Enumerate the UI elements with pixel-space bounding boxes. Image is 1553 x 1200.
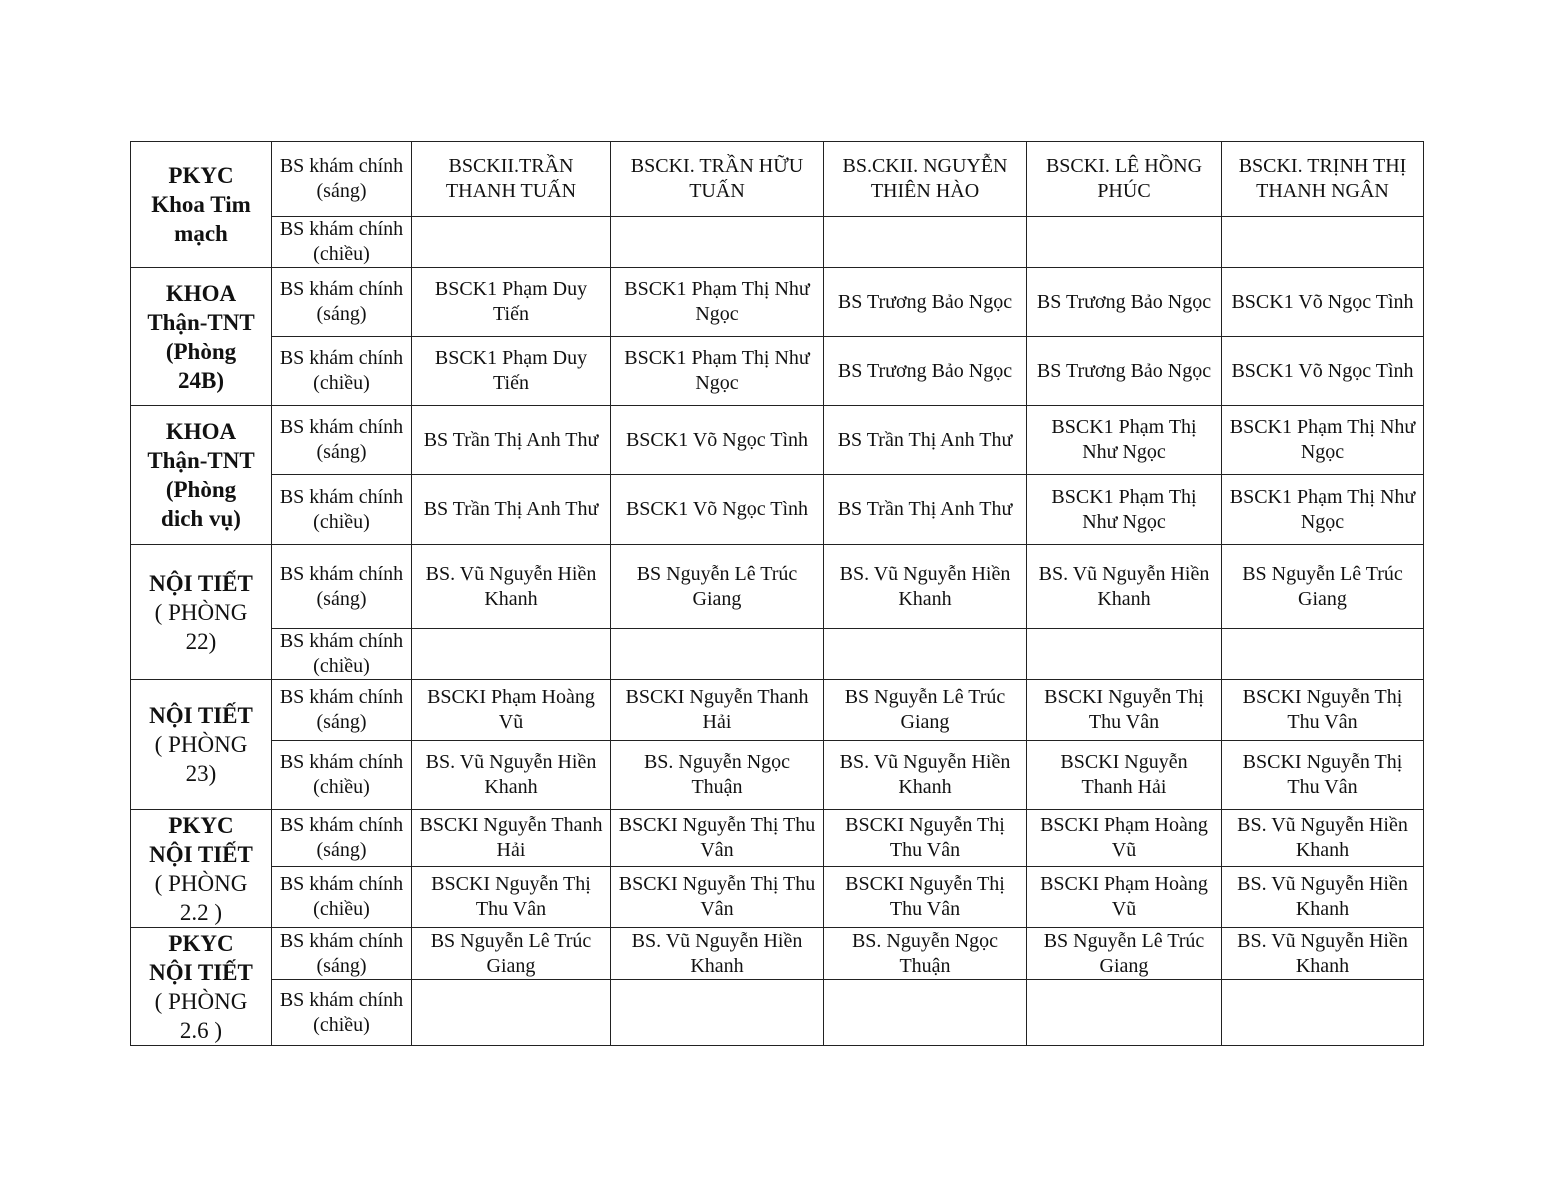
department-label-line: ( PHÒNG	[154, 870, 248, 896]
department-cell	[131, 406, 272, 545]
doctor-cell: BSCKI Nguyễn Thị Thu Vân	[1222, 680, 1424, 741]
doctor-cell: BS.CKII. NGUYỄN THIÊN HÀO	[824, 142, 1027, 217]
doctor-cell	[611, 217, 824, 268]
doctor-cell	[1027, 980, 1222, 1046]
department-label-line: NỘI TIẾT	[149, 570, 253, 596]
shift-cell: BS khám chính (chiều)	[272, 337, 412, 406]
doctor-cell: BS. Nguyễn Ngọc Thuận	[824, 928, 1027, 980]
shift-cell: BS khám chính (sáng)	[272, 928, 412, 980]
doctor-cell: BSCKI Nguyễn Thị Thu Vân	[412, 867, 611, 928]
doctor-cell: BSCK1 Phạm Thị Như Ngọc	[1027, 475, 1222, 545]
department-label-line: NỘI TIẾT	[149, 703, 253, 728]
doctor-cell: BSCK1 Phạm Thị Như Ngọc	[611, 268, 824, 337]
department-cell	[131, 545, 272, 680]
department-label-line: 24B)	[178, 367, 224, 393]
doctor-cell: BSCKI Phạm Hoàng Vũ	[1027, 810, 1222, 867]
table-row	[131, 680, 1424, 741]
doctor-cell: BSCKI Nguyễn Thị Thu Vân	[1222, 741, 1424, 810]
doctor-cell: BSCKI Phạm Hoàng Vũ	[1027, 867, 1222, 928]
doctor-cell: BSCK1 Phạm Duy Tiến	[412, 268, 611, 337]
doctor-cell: BSCKI Phạm Hoàng Vũ	[412, 680, 611, 741]
doctor-cell: BS Trương Bảo Ngọc	[1027, 268, 1222, 337]
department-label-line: ( PHÒNG	[154, 732, 248, 757]
department-label-line: 2.6 )	[179, 1017, 223, 1043]
doctor-cell: BSCK1 Phạm Thị Như Ngọc	[611, 337, 824, 406]
doctor-cell	[1222, 629, 1424, 680]
doctor-cell: BS. Vũ Nguyễn Hiền Khanh	[824, 545, 1027, 629]
department-cell	[131, 810, 272, 928]
doctor-cell: BS. Vũ Nguyễn Hiền Khanh	[412, 545, 611, 629]
table-row	[131, 217, 1424, 268]
department-label-line: NỘI TIẾT	[149, 841, 253, 867]
doctor-cell: BSCKI Nguyễn Thị Thu Vân	[611, 867, 824, 928]
table-row	[131, 545, 1424, 629]
shift-cell: BS khám chính (sáng)	[272, 142, 412, 217]
doctor-cell: BSCK1 Võ Ngọc Tình	[1222, 268, 1424, 337]
table-row	[131, 867, 1424, 928]
schedule-table	[130, 141, 1424, 1046]
shift-cell: BS khám chính (sáng)	[272, 810, 412, 867]
table-row	[131, 980, 1424, 1046]
doctor-cell: BS. Vũ Nguyễn Hiền Khanh	[824, 741, 1027, 810]
department-label-line: NỘI TIẾT	[149, 959, 253, 985]
doctor-cell: BSCKI Nguyễn Thị Thu Vân	[824, 867, 1027, 928]
shift-cell: BS khám chính (sáng)	[272, 680, 412, 741]
doctor-cell: BS Trương Bảo Ngọc	[1027, 337, 1222, 406]
doctor-cell: BS. Vũ Nguyễn Hiền Khanh	[1222, 810, 1424, 867]
doctor-cell: BSCKI Nguyễn Thanh Hải	[412, 810, 611, 867]
doctor-cell: BSCK1 Phạm Thị Như Ngọc	[1222, 406, 1424, 475]
schedule-body	[131, 142, 1424, 1046]
shift-cell: BS khám chính (chiều)	[272, 741, 412, 810]
doctor-cell	[611, 629, 824, 680]
doctor-cell	[412, 217, 611, 268]
department-label-line: PKYC	[168, 812, 234, 838]
department-label-line: mạch	[174, 221, 228, 246]
doctor-cell: BS Trương Bảo Ngọc	[824, 268, 1027, 337]
department-label-line: 2.2 )	[179, 899, 223, 925]
table-row	[131, 142, 1424, 217]
doctor-cell: BS. Vũ Nguyễn Hiền Khanh	[1222, 928, 1424, 980]
doctor-cell: BS Nguyễn Lê Trúc Giang	[1027, 928, 1222, 980]
doctor-cell: BSCKI. TRẦN HỮU TUẤN	[611, 142, 824, 217]
doctor-cell: BSCKI. LÊ HỒNG PHÚC	[1027, 142, 1222, 217]
doctor-cell: BS. Vũ Nguyễn Hiền Khanh	[412, 741, 611, 810]
doctor-cell	[611, 980, 824, 1046]
shift-cell: BS khám chính (chiều)	[272, 629, 412, 680]
doctor-cell	[824, 980, 1027, 1046]
doctor-cell	[824, 217, 1027, 268]
doctor-cell: BS Trần Thị Anh Thư	[824, 475, 1027, 545]
doctor-cell: BSCK1 Võ Ngọc Tình	[1222, 337, 1424, 406]
doctor-cell: BSCKI Nguyễn Thị Thu Vân	[611, 810, 824, 867]
doctor-cell: BSCK1 Phạm Duy Tiến	[412, 337, 611, 406]
doctor-cell: BS. Nguyễn Ngọc Thuận	[611, 741, 824, 810]
doctor-cell: BSCKII.TRẦN THANH TUẤN	[412, 142, 611, 217]
doctor-cell: BSCKI Nguyễn Thị Thu Vân	[824, 810, 1027, 867]
table-row	[131, 475, 1424, 545]
doctor-cell: BS Nguyễn Lê Trúc Giang	[611, 545, 824, 629]
doctor-cell: BSCKI. TRỊNH THỊ THANH NGÂN	[1222, 142, 1424, 217]
doctor-cell: BS Nguyễn Lê Trúc Giang	[824, 680, 1027, 741]
doctor-cell	[412, 629, 611, 680]
doctor-cell: BSCKI Nguyễn Thị Thu Vân	[1027, 680, 1222, 741]
table-row	[131, 337, 1424, 406]
department-label-line: (Phòng	[165, 338, 237, 364]
department-label-line: 23)	[185, 761, 217, 786]
doctor-cell: BS Trần Thị Anh Thư	[412, 475, 611, 545]
doctor-cell	[824, 629, 1027, 680]
department-cell	[131, 142, 272, 268]
shift-cell: BS khám chính (sáng)	[272, 406, 412, 475]
doctor-cell: BS. Vũ Nguyễn Hiền Khanh	[1222, 867, 1424, 928]
department-label-line: KHOA	[165, 280, 237, 306]
doctor-cell: BS Nguyễn Lê Trúc Giang	[1222, 545, 1424, 629]
table-row	[131, 741, 1424, 810]
shift-cell: BS khám chính (sáng)	[272, 268, 412, 337]
doctor-cell: BS Trương Bảo Ngọc	[824, 337, 1027, 406]
department-label-line: (Phòng	[165, 477, 237, 502]
doctor-cell: BSCK1 Phạm Thị Như Ngọc	[1222, 475, 1424, 545]
doctor-cell: BS Trần Thị Anh Thư	[824, 406, 1027, 475]
shift-cell: BS khám chính (chiều)	[272, 475, 412, 545]
doctor-cell: BSCKI Nguyễn Thanh Hải	[611, 680, 824, 741]
doctor-cell: BSCK1 Phạm Thị Như Ngọc	[1027, 406, 1222, 475]
doctor-cell: BSCKI Nguyễn Thanh Hải	[1027, 741, 1222, 810]
shift-cell: BS khám chính (chiều)	[272, 217, 412, 268]
department-label-line: Thận-TNT	[147, 309, 255, 335]
doctor-cell	[1222, 217, 1424, 268]
table-row	[131, 629, 1424, 680]
department-label-line: Khoa Tim	[151, 192, 251, 217]
department-label-line: ( PHÒNG	[154, 599, 248, 625]
department-label-line: Thận-TNT	[147, 448, 255, 473]
doctor-cell: BS Trần Thị Anh Thư	[412, 406, 611, 475]
department-label-line: PKYC	[168, 163, 234, 188]
doctor-cell	[1222, 980, 1424, 1046]
shift-cell: BS khám chính (sáng)	[272, 545, 412, 629]
department-label-line: KHOA	[165, 419, 237, 444]
table-row	[131, 406, 1424, 475]
table-row	[131, 928, 1424, 980]
doctor-cell: BSCK1 Võ Ngọc Tình	[611, 406, 824, 475]
department-cell	[131, 928, 272, 1046]
department-label-line: 22)	[185, 628, 217, 654]
table-row	[131, 810, 1424, 867]
doctor-cell: BS. Vũ Nguyễn Hiền Khanh	[1027, 545, 1222, 629]
department-label-line: dich vụ)	[161, 506, 241, 531]
doctor-cell: BSCK1 Võ Ngọc Tình	[611, 475, 824, 545]
department-cell	[131, 268, 272, 406]
shift-cell: BS khám chính (chiều)	[272, 867, 412, 928]
doctor-cell	[1027, 217, 1222, 268]
department-cell	[131, 680, 272, 810]
department-label-line: PKYC	[168, 930, 234, 956]
shift-cell: BS khám chính (chiều)	[272, 980, 412, 1046]
doctor-cell	[1027, 629, 1222, 680]
doctor-cell: BS. Vũ Nguyễn Hiền Khanh	[611, 928, 824, 980]
department-label-line: ( PHÒNG	[154, 988, 248, 1014]
doctor-cell: BS Nguyễn Lê Trúc Giang	[412, 928, 611, 980]
table-row	[131, 268, 1424, 337]
doctor-cell	[412, 980, 611, 1046]
